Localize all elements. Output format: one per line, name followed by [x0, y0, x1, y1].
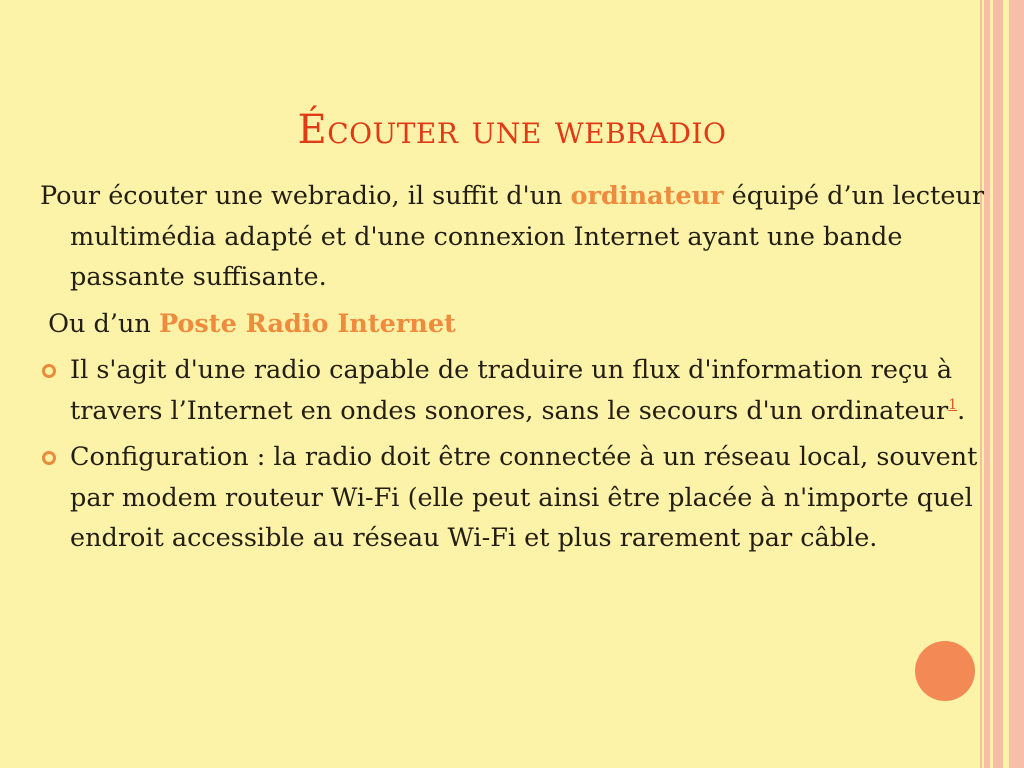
bullet-ring-icon [42, 451, 56, 465]
decorative-circle [915, 641, 975, 701]
slide-title: Écouter une webradio [297, 107, 727, 153]
bullet-item [40, 350, 985, 431]
slide-body [40, 176, 985, 565]
intro-highlight: ordinateur [570, 181, 724, 211]
alternative-highlight: Poste Radio Internet [158, 308, 456, 339]
bullet-text: Configuration : la radio doit être connectée à un réseau local, souvent par modem routeur Wi-Fi (elle peut ainsi être placée à n'importe quel endroit accessible au réseau Wi-Fi et plus rarement par câble. [70, 442, 978, 553]
footnote-link[interactable]: 1 [948, 396, 958, 413]
alternative-paragraph [40, 304, 985, 345]
alternative-text-before: Ou d’un [48, 308, 159, 339]
intro-paragraph [40, 176, 985, 298]
bullet-text-end: . [957, 395, 966, 426]
bullet-item [40, 437, 985, 559]
bullet-text: Il s'agit d'une radio capable de traduire un flux d'information reçu à travers l’Internet en ondes sonores, sans le secours d'un ordinateur [70, 355, 953, 426]
bullet-ring-icon [42, 364, 56, 378]
intro-text-after: équipé d’un lecteur multimédia adapté et d'une connexion Internet ayant une bande passante suffisante. [70, 181, 985, 292]
intro-text-before: Pour écouter une webradio, il suffit d'un [40, 181, 571, 211]
